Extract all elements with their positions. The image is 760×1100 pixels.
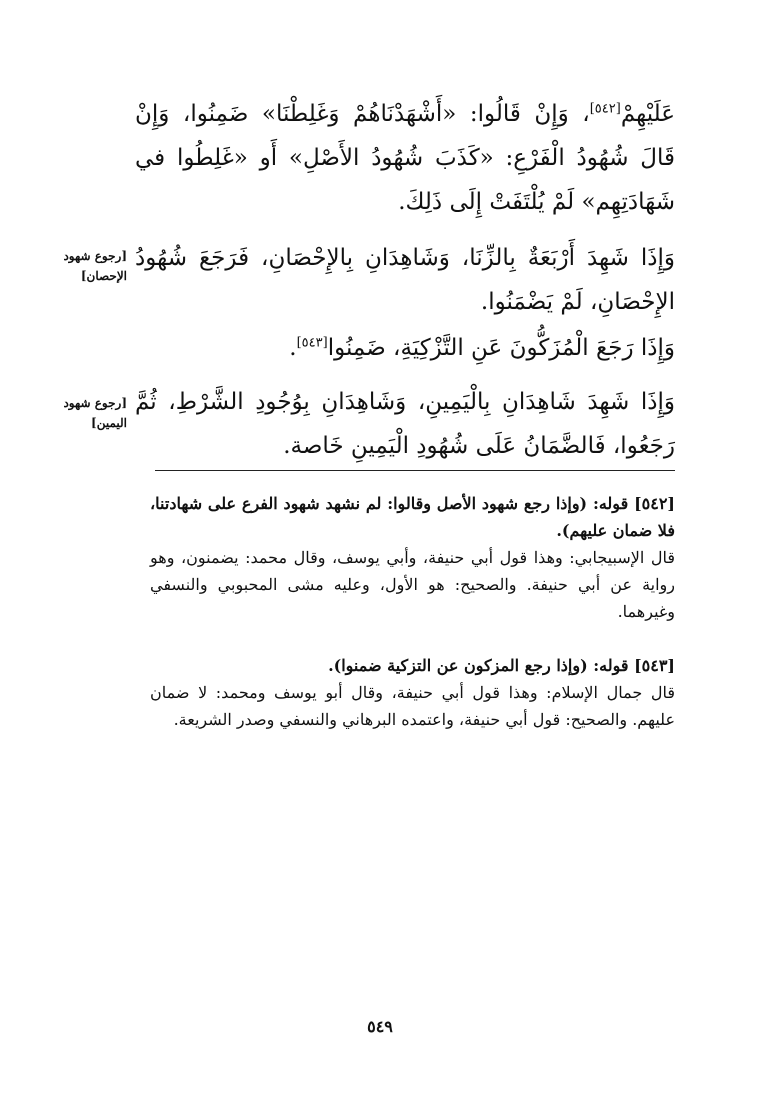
paragraph-1: [135, 92, 675, 224]
footnote-542-quote: قوله: (وإذا رجع شهود الأصل وقالوا: لم نشهد شهود الفرع على شهادتنا، فلا ضمان عليهم).: [150, 494, 675, 540]
footnote-542: [150, 490, 675, 625]
paragraph-4: وَإِذَا شَهِدَ شَاهِدَانِ بِالْيَمِينِ، وَشَاهِدَانِ بِوُجُودِ الشَّرْطِ، ثُمَّ رَجَعُوا، فَالضَّمَانُ عَلَى شُهُودِ الْيَمِينِ خَاصة.: [135, 389, 675, 459]
footnote-ref-542[interactable]: [٥٤٢]: [589, 101, 621, 117]
footnote-543: [150, 652, 675, 733]
footnote-543-head: [150, 652, 675, 679]
footnote-543-number: [٥٤٣]: [634, 656, 675, 675]
paragraph-2: وَإِذَا شَهِدَ أَرْبَعَةٌ بِالزِّنَا، وَشَاهِدَانِ بِالإِحْصَانِ، فَرَجَعَ شُهُودُ الإِحْصَانِ، لَمْ يَضْمَنُوا.: [135, 245, 675, 315]
footnote-542-number: [٥٤٢]: [634, 494, 675, 513]
page-number: ٥٤٩: [367, 1017, 393, 1036]
paragraph-3-text: وَإِذَا رَجَعَ الْمُزَكُّونَ عَنِ التَّزْكِيَةِ، ضَمِنُوا: [327, 335, 675, 361]
footnote-543-body: قال جمال الإسلام: وهذا قول أبي حنيفة، وقال أبو يوسف ومحمد: لا ضمان عليهم. والصحيح: قول أبي حنيفة، واعتمده البرهاني والنسفي وصدر الشريعة.: [150, 683, 675, 729]
paragraph-3: [135, 326, 675, 370]
margin-note-ihsan: [رجوع شهود الإحصان]: [63, 249, 127, 283]
paragraph-1-start: عَلَيْهِمْ: [620, 101, 675, 127]
paragraph-3-end: .: [289, 335, 297, 361]
footnote-divider: [155, 470, 675, 471]
footnote-542-body: قال الإسبيجابي: وهذا قول أبي حنيفة، وأبي يوسف، وقال محمد: يضمنون، وهو رواية عن أبي حنيفة. والصحيح: هو الأول، وعليه مشى المحبوبي والنسفي وغيرهما.: [150, 548, 675, 621]
margin-note-yamin: [رجوع شهود اليمين]: [63, 396, 127, 430]
footnote-ref-543[interactable]: [٥٤٣]: [296, 335, 328, 351]
paragraph-1-rest: ، وَإِنْ قَالُوا: «أَشْهَدْنَاهُمْ وَغَلِطْنَا» ضَمِنُوا، وَإِنْ قَالَ شُهُودُ الْفَرْعِ: «كَذَبَ شُهُودُ الأَصْلِ» أَو «غَلِطُوا في شَهَادَتِهِم» لَمْ يُلْتَفَتْ إِلَى ذَلِكَ.: [135, 101, 675, 215]
footnote-542-head: [150, 490, 675, 544]
footnote-543-quote: قوله: (وإذا رجع المزكون عن التزكية ضمنوا).: [328, 656, 629, 675]
